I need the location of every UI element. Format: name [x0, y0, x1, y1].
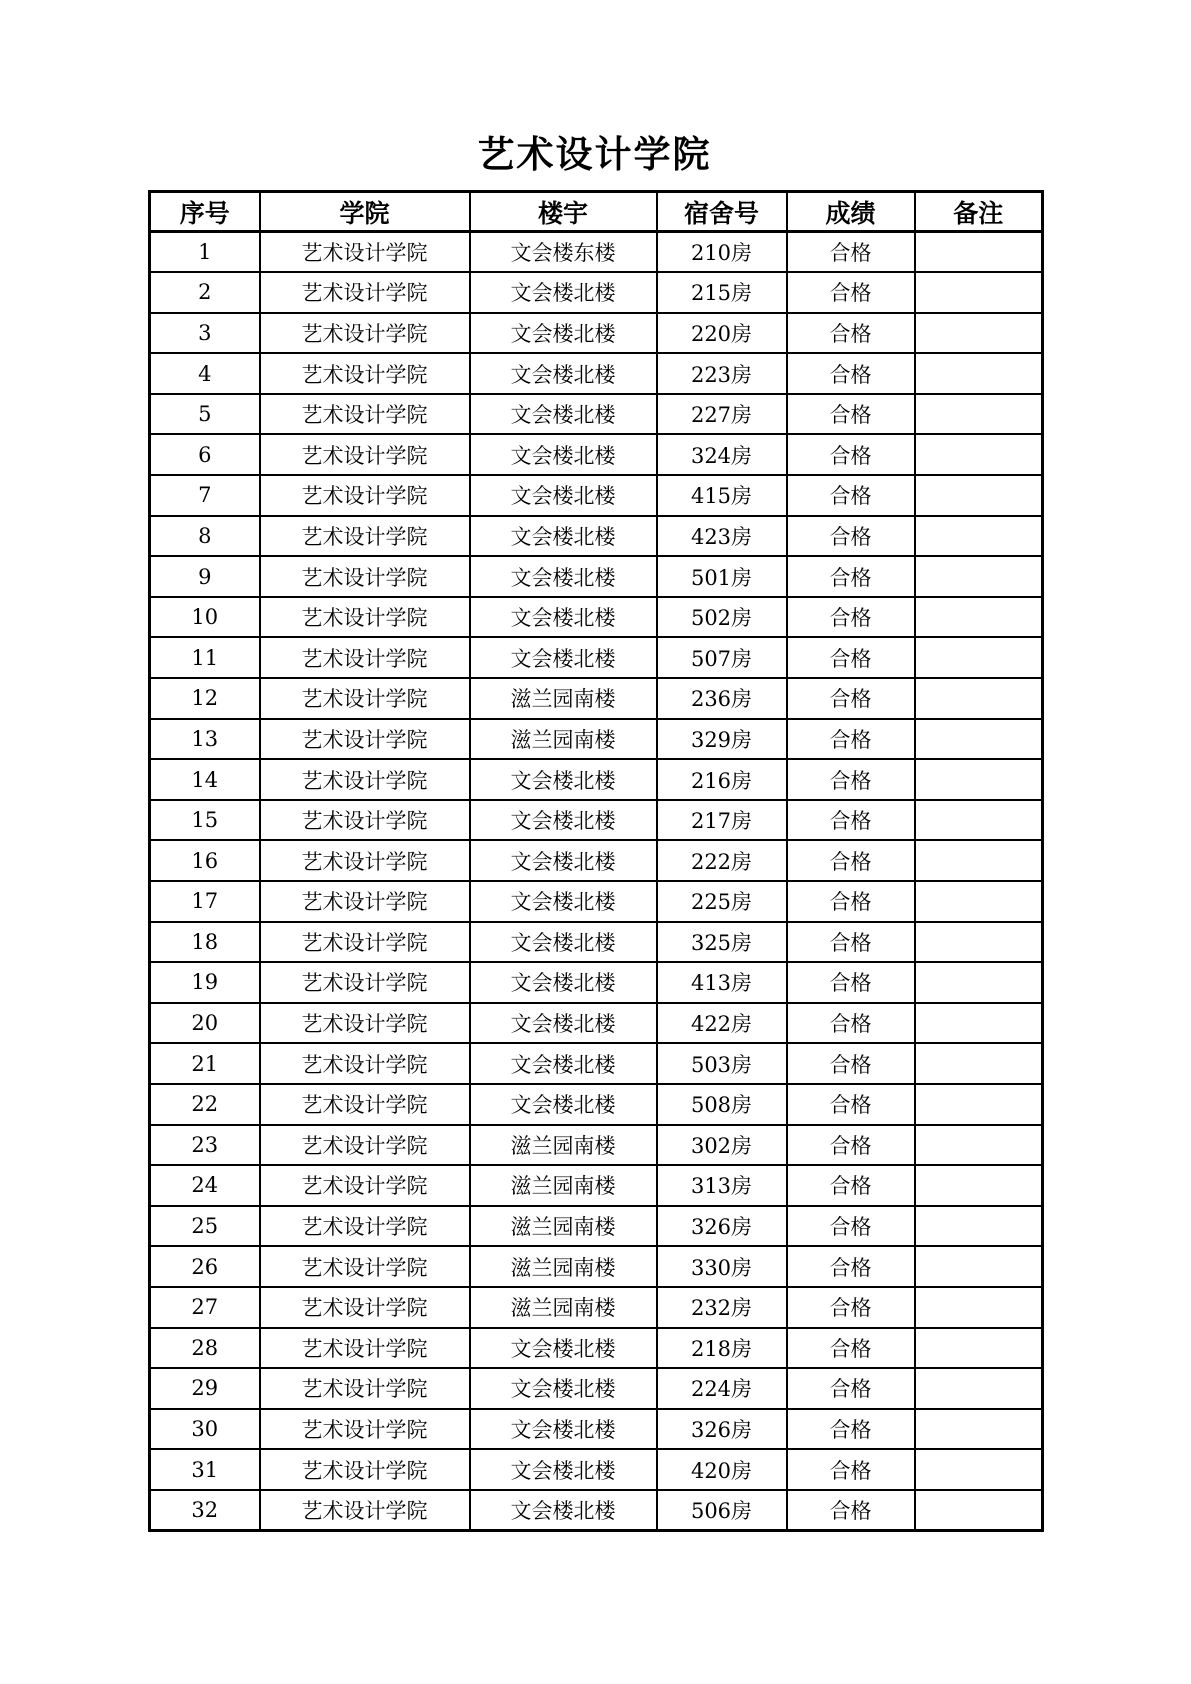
- cell-room: 325房: [657, 922, 787, 963]
- cell-index: 23: [150, 1125, 260, 1166]
- cell-building: 文会楼北楼: [470, 353, 657, 394]
- cell-result: 合格: [787, 1409, 915, 1450]
- table-row: [150, 556, 1043, 597]
- cell-remark: [915, 719, 1043, 760]
- cell-result: 合格: [787, 1287, 915, 1328]
- table-body: [150, 232, 1043, 1531]
- cell-building: 滋兰园南楼: [470, 1165, 657, 1206]
- cell-remark: [915, 1287, 1043, 1328]
- cell-index: 10: [150, 597, 260, 638]
- cell-room: 422房: [657, 1003, 787, 1044]
- cell-index: 7: [150, 475, 260, 516]
- header-cell-college: 学院: [260, 192, 470, 232]
- cell-room: 329房: [657, 719, 787, 760]
- cell-index: 20: [150, 1003, 260, 1044]
- cell-building: 文会楼北楼: [470, 434, 657, 475]
- cell-index: 3: [150, 313, 260, 354]
- cell-index: 13: [150, 719, 260, 760]
- cell-result: 合格: [787, 597, 915, 638]
- cell-index: 24: [150, 1165, 260, 1206]
- cell-building: 滋兰园南楼: [470, 678, 657, 719]
- cell-building: 文会楼北楼: [470, 962, 657, 1003]
- cell-room: 236房: [657, 678, 787, 719]
- cell-building: 文会楼北楼: [470, 840, 657, 881]
- cell-college: 艺术设计学院: [260, 394, 470, 435]
- cell-room: 313房: [657, 1165, 787, 1206]
- cell-room: 223房: [657, 353, 787, 394]
- cell-college: 艺术设计学院: [260, 840, 470, 881]
- cell-remark: [915, 1368, 1043, 1409]
- table-row: [150, 840, 1043, 881]
- cell-remark: [915, 434, 1043, 475]
- cell-building: 文会楼北楼: [470, 475, 657, 516]
- header-row: [150, 192, 1043, 232]
- table-row: [150, 881, 1043, 922]
- table-row: [150, 1246, 1043, 1287]
- header-cell-building: 楼宇: [470, 192, 657, 232]
- cell-building: 滋兰园南楼: [470, 1125, 657, 1166]
- cell-remark: [915, 475, 1043, 516]
- cell-remark: [915, 394, 1043, 435]
- cell-index: 6: [150, 434, 260, 475]
- cell-building: 文会楼北楼: [470, 313, 657, 354]
- cell-building: 文会楼北楼: [470, 556, 657, 597]
- cell-result: 合格: [787, 1206, 915, 1247]
- cell-college: 艺术设计学院: [260, 678, 470, 719]
- cell-room: 222房: [657, 840, 787, 881]
- cell-result: 合格: [787, 678, 915, 719]
- cell-remark: [915, 922, 1043, 963]
- table-row: [150, 678, 1043, 719]
- table-row: [150, 394, 1043, 435]
- cell-index: 17: [150, 881, 260, 922]
- cell-college: 艺术设计学院: [260, 1003, 470, 1044]
- cell-result: 合格: [787, 637, 915, 678]
- cell-result: 合格: [787, 272, 915, 313]
- cell-remark: [915, 1165, 1043, 1206]
- cell-room: 220房: [657, 313, 787, 354]
- table-row: [150, 434, 1043, 475]
- cell-result: 合格: [787, 516, 915, 557]
- cell-room: 330房: [657, 1246, 787, 1287]
- table-row: [150, 272, 1043, 313]
- cell-remark: [915, 678, 1043, 719]
- cell-index: 25: [150, 1206, 260, 1247]
- table-row: [150, 1165, 1043, 1206]
- cell-college: 艺术设计学院: [260, 1084, 470, 1125]
- header-cell-result: 成绩: [787, 192, 915, 232]
- cell-college: 艺术设计学院: [260, 556, 470, 597]
- page-title: 艺术设计学院: [477, 132, 712, 176]
- cell-index: 28: [150, 1328, 260, 1369]
- cell-result: 合格: [787, 881, 915, 922]
- cell-remark: [915, 840, 1043, 881]
- cell-remark: [915, 232, 1043, 273]
- table-row: [150, 232, 1043, 273]
- cell-building: 文会楼北楼: [470, 394, 657, 435]
- cell-result: 合格: [787, 1246, 915, 1287]
- cell-building: 文会楼北楼: [470, 637, 657, 678]
- cell-college: 艺术设计学院: [260, 516, 470, 557]
- cell-building: 文会楼东楼: [470, 232, 657, 273]
- cell-room: 413房: [657, 962, 787, 1003]
- cell-building: 文会楼北楼: [470, 1003, 657, 1044]
- cell-college: 艺术设计学院: [260, 800, 470, 841]
- cell-college: 艺术设计学院: [260, 1206, 470, 1247]
- cell-building: 文会楼北楼: [470, 881, 657, 922]
- cell-room: 420房: [657, 1449, 787, 1490]
- cell-college: 艺术设计学院: [260, 637, 470, 678]
- cell-college: 艺术设计学院: [260, 719, 470, 760]
- cell-room: 210房: [657, 232, 787, 273]
- cell-result: 合格: [787, 962, 915, 1003]
- cell-remark: [915, 1490, 1043, 1531]
- cell-college: 艺术设计学院: [260, 313, 470, 354]
- cell-remark: [915, 556, 1043, 597]
- cell-room: 326房: [657, 1206, 787, 1247]
- cell-building: 文会楼北楼: [470, 516, 657, 557]
- table-row: [150, 759, 1043, 800]
- cell-building: 滋兰园南楼: [470, 1287, 657, 1328]
- cell-remark: [915, 1206, 1043, 1247]
- table-row: [150, 1084, 1043, 1125]
- table-row: [150, 922, 1043, 963]
- cell-remark: [915, 272, 1043, 313]
- header-cell-remark: 备注: [915, 192, 1043, 232]
- cell-remark: [915, 962, 1043, 1003]
- cell-building: 文会楼北楼: [470, 1368, 657, 1409]
- cell-room: 216房: [657, 759, 787, 800]
- cell-index: 5: [150, 394, 260, 435]
- table-row: [150, 1206, 1043, 1247]
- cell-room: 506房: [657, 1490, 787, 1531]
- cell-index: 18: [150, 922, 260, 963]
- cell-college: 艺术设计学院: [260, 475, 470, 516]
- table-row: [150, 475, 1043, 516]
- cell-index: 4: [150, 353, 260, 394]
- cell-index: 29: [150, 1368, 260, 1409]
- cell-result: 合格: [787, 1003, 915, 1044]
- cell-building: 滋兰园南楼: [470, 719, 657, 760]
- cell-remark: [915, 800, 1043, 841]
- cell-remark: [915, 313, 1043, 354]
- cell-college: 艺术设计学院: [260, 1043, 470, 1084]
- table-row: [150, 1368, 1043, 1409]
- cell-room: 218房: [657, 1328, 787, 1369]
- cell-building: 文会楼北楼: [470, 1328, 657, 1369]
- cell-college: 艺术设计学院: [260, 922, 470, 963]
- cell-building: 文会楼北楼: [470, 759, 657, 800]
- cell-building: 文会楼北楼: [470, 1449, 657, 1490]
- cell-room: 501房: [657, 556, 787, 597]
- cell-college: 艺术设计学院: [260, 353, 470, 394]
- cell-college: 艺术设计学院: [260, 759, 470, 800]
- cell-room: 215房: [657, 272, 787, 313]
- table-row: [150, 637, 1043, 678]
- cell-result: 合格: [787, 1043, 915, 1084]
- cell-index: 15: [150, 800, 260, 841]
- cell-room: 415房: [657, 475, 787, 516]
- cell-building: 文会楼北楼: [470, 1043, 657, 1084]
- cell-result: 合格: [787, 1449, 915, 1490]
- cell-result: 合格: [787, 922, 915, 963]
- cell-result: 合格: [787, 840, 915, 881]
- table-row: [150, 1328, 1043, 1369]
- cell-room: 507房: [657, 637, 787, 678]
- table-row: [150, 1409, 1043, 1450]
- cell-remark: [915, 881, 1043, 922]
- cell-index: 1: [150, 232, 260, 273]
- cell-building: 文会楼北楼: [470, 800, 657, 841]
- cell-college: 艺术设计学院: [260, 1328, 470, 1369]
- cell-room: 423房: [657, 516, 787, 557]
- cell-remark: [915, 1084, 1043, 1125]
- cell-index: 31: [150, 1449, 260, 1490]
- cell-building: 文会楼北楼: [470, 597, 657, 638]
- cell-building: 文会楼北楼: [470, 272, 657, 313]
- cell-result: 合格: [787, 434, 915, 475]
- cell-index: 8: [150, 516, 260, 557]
- cell-building: 文会楼北楼: [470, 922, 657, 963]
- cell-building: 滋兰园南楼: [470, 1246, 657, 1287]
- cell-remark: [915, 1449, 1043, 1490]
- cell-college: 艺术设计学院: [260, 1165, 470, 1206]
- cell-remark: [915, 1003, 1043, 1044]
- cell-index: 16: [150, 840, 260, 881]
- cell-room: 503房: [657, 1043, 787, 1084]
- cell-index: 27: [150, 1287, 260, 1328]
- cell-index: 2: [150, 272, 260, 313]
- cell-building: 滋兰园南楼: [470, 1206, 657, 1247]
- header-cell-index: 序号: [150, 192, 260, 232]
- cell-index: 19: [150, 962, 260, 1003]
- cell-remark: [915, 1246, 1043, 1287]
- cell-result: 合格: [787, 1084, 915, 1125]
- cell-index: 11: [150, 637, 260, 678]
- dorm-inspection-table: [148, 190, 1044, 1532]
- cell-result: 合格: [787, 475, 915, 516]
- cell-college: 艺术设计学院: [260, 1287, 470, 1328]
- cell-building: 文会楼北楼: [470, 1490, 657, 1531]
- cell-room: 225房: [657, 881, 787, 922]
- cell-result: 合格: [787, 394, 915, 435]
- cell-building: 文会楼北楼: [470, 1084, 657, 1125]
- table-row: [150, 800, 1043, 841]
- table-row: [150, 516, 1043, 557]
- cell-room: 324房: [657, 434, 787, 475]
- cell-college: 艺术设计学院: [260, 1368, 470, 1409]
- cell-college: 艺术设计学院: [260, 1449, 470, 1490]
- cell-result: 合格: [787, 353, 915, 394]
- cell-result: 合格: [787, 556, 915, 597]
- table-row: [150, 1287, 1043, 1328]
- cell-remark: [915, 1409, 1043, 1450]
- table-row: [150, 353, 1043, 394]
- cell-room: 302房: [657, 1125, 787, 1166]
- cell-result: 合格: [787, 1165, 915, 1206]
- cell-college: 艺术设计学院: [260, 272, 470, 313]
- cell-index: 22: [150, 1084, 260, 1125]
- cell-room: 217房: [657, 800, 787, 841]
- cell-result: 合格: [787, 232, 915, 273]
- cell-college: 艺术设计学院: [260, 1490, 470, 1531]
- cell-remark: [915, 597, 1043, 638]
- cell-college: 艺术设计学院: [260, 1125, 470, 1166]
- cell-result: 合格: [787, 759, 915, 800]
- cell-result: 合格: [787, 1490, 915, 1531]
- cell-result: 合格: [787, 313, 915, 354]
- cell-index: 14: [150, 759, 260, 800]
- cell-college: 艺术设计学院: [260, 1409, 470, 1450]
- cell-college: 艺术设计学院: [260, 881, 470, 922]
- table-row: [150, 1003, 1043, 1044]
- cell-college: 艺术设计学院: [260, 597, 470, 638]
- cell-remark: [915, 637, 1043, 678]
- cell-room: 224房: [657, 1368, 787, 1409]
- table-row: [150, 597, 1043, 638]
- cell-result: 合格: [787, 1125, 915, 1166]
- cell-result: 合格: [787, 800, 915, 841]
- table-row: [150, 1490, 1043, 1531]
- cell-remark: [915, 353, 1043, 394]
- table-row: [150, 1449, 1043, 1490]
- cell-room: 326房: [657, 1409, 787, 1450]
- cell-building: 文会楼北楼: [470, 1409, 657, 1450]
- table-row: [150, 1125, 1043, 1166]
- cell-index: 32: [150, 1490, 260, 1531]
- header-cell-room: 宿舍号: [657, 192, 787, 232]
- cell-remark: [915, 1125, 1043, 1166]
- table-row: [150, 962, 1043, 1003]
- cell-college: 艺术设计学院: [260, 434, 470, 475]
- cell-index: 9: [150, 556, 260, 597]
- cell-remark: [915, 1043, 1043, 1084]
- table-row: [150, 719, 1043, 760]
- cell-room: 502房: [657, 597, 787, 638]
- cell-index: 26: [150, 1246, 260, 1287]
- cell-college: 艺术设计学院: [260, 1246, 470, 1287]
- cell-result: 合格: [787, 719, 915, 760]
- cell-college: 艺术设计学院: [260, 962, 470, 1003]
- cell-remark: [915, 759, 1043, 800]
- table-row: [150, 1043, 1043, 1084]
- cell-room: 232房: [657, 1287, 787, 1328]
- cell-room: 227房: [657, 394, 787, 435]
- cell-remark: [915, 516, 1043, 557]
- cell-result: 合格: [787, 1368, 915, 1409]
- cell-index: 12: [150, 678, 260, 719]
- cell-college: 艺术设计学院: [260, 232, 470, 273]
- cell-room: 508房: [657, 1084, 787, 1125]
- cell-remark: [915, 1328, 1043, 1369]
- cell-index: 21: [150, 1043, 260, 1084]
- table-row: [150, 313, 1043, 354]
- cell-result: 合格: [787, 1328, 915, 1369]
- cell-index: 30: [150, 1409, 260, 1450]
